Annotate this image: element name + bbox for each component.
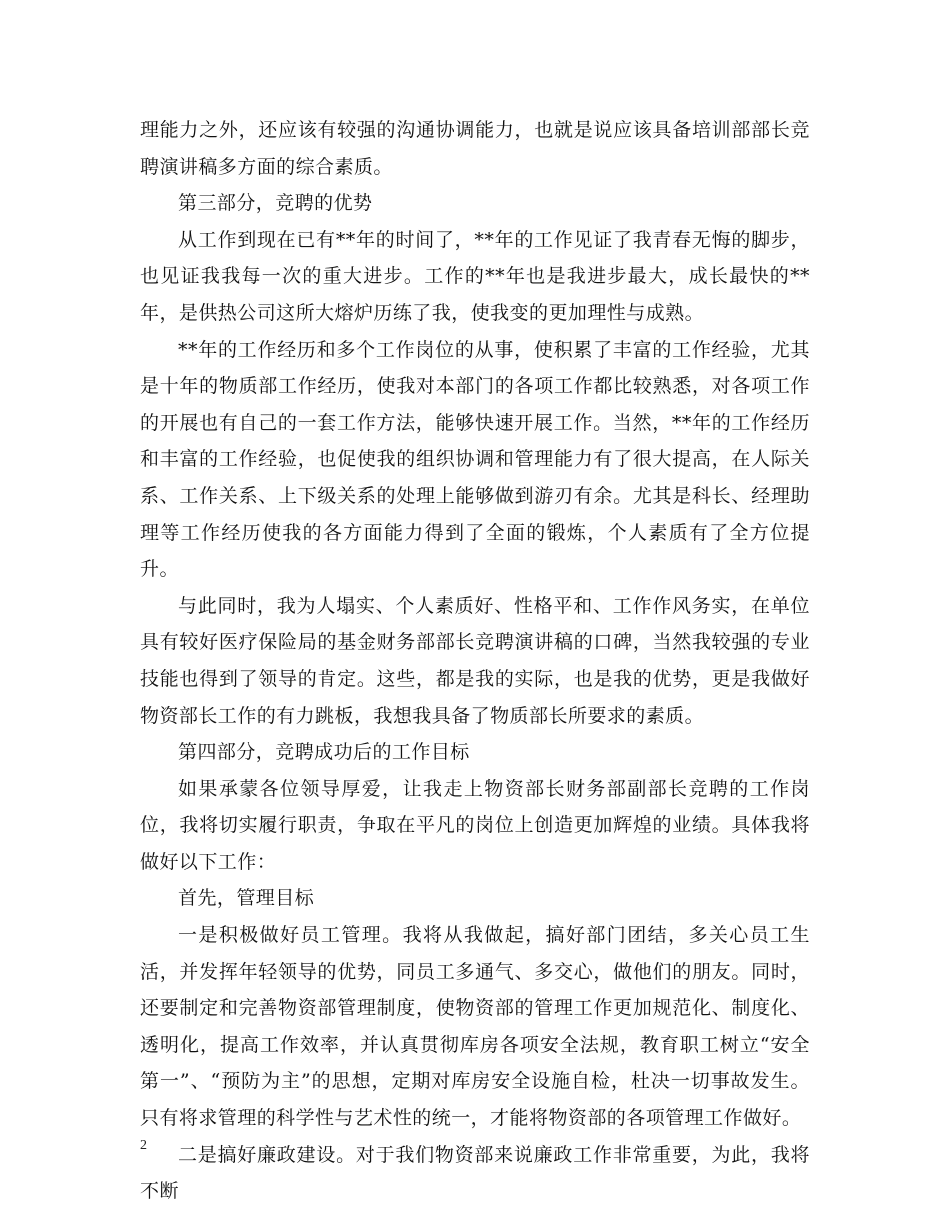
subsection-heading: 首先，管理目标 — [178, 887, 315, 910]
page-number: 2 — [140, 1138, 147, 1153]
paragraph: 从工作到现在已有**年的时间了，**年的工作见证了我青春无悔的脚步，也见证我我每一次的重大进步。工作的**年也是我进步最大，成长最快的**年，是供热公司这所大熔炉历练了我，使我变的更加理性与成熟。 — [140, 228, 810, 324]
section-heading: 第四部分，竞聘成功后的工作目标 — [178, 741, 470, 764]
paragraph: 如果承蒙各位领导厚爱，让我走上物资部长财务部副部长竞聘的工作岗位，我将切实履行职责，争取在平凡的岗位上创造更加辉煌的业绩。具体我将做好以下工作： — [140, 777, 810, 873]
section-heading: 第三部分，竞聘的优势 — [178, 192, 373, 215]
body-text — [140, 112, 810, 1210]
paragraph: 一是积极做好员工管理。我将从我做起，搞好部门团结，多关心员工生活，并发挥年轻领导的优势，同员工多通气、多交心，做他们的朋友。同时，还要制定和完善物资部管理制度，使物资部的管理工作更加规范化、制度化、透明化，提高工作效率，并认真贯彻库房各项安全法规，教育职工树立“安全第一”、“预防为主”的思想，定期对库房安全设施自检，杜决一切事故发生。只有将求管理的科学性与艺术性的统一，才能将物资部的各项管理工作做好。 — [140, 924, 810, 1130]
paragraph: 与此同时，我为人塌实、个人素质好、性格平和、工作作风务实，在单位具有较好医疗保险局的基金财务部部长竞聘演讲稿的口碑，当然我较强的专业技能也得到了领导的肯定。这些，都是我的实际，也是我的优势，更是我做好物资部长工作的有力跳板，我想我具备了物质部长所要求的素质。 — [140, 594, 810, 727]
paragraph: **年的工作经历和多个工作岗位的从事，使积累了丰富的工作经验，尤其是十年的物质部工作经历，使我对本部门的各项工作都比较熟悉，对各项工作的开展也有自己的一套工作方法，能够快速开展工作。当然，**年的工作经历和丰富的工作经验，也促使我的组织协调和管理能力有了很大提高，在人际关系、工作关系、上下级关系的处理上能够做到游刃有余。尤其是科长、经理助理等工作经历使我的各方面能力得到了全面的锻炼，个人素质有了全方位提升。 — [140, 338, 810, 581]
paragraph: 理能力之外，还应该有较强的沟通协调能力，也就是说应该具备培训部部长竞聘演讲稿多方面的综合素质。 — [140, 119, 810, 178]
paragraph: 二是搞好廉政建设。对于我们物资部来说廉政工作非常重要，为此，我将不断 — [140, 1143, 810, 1203]
